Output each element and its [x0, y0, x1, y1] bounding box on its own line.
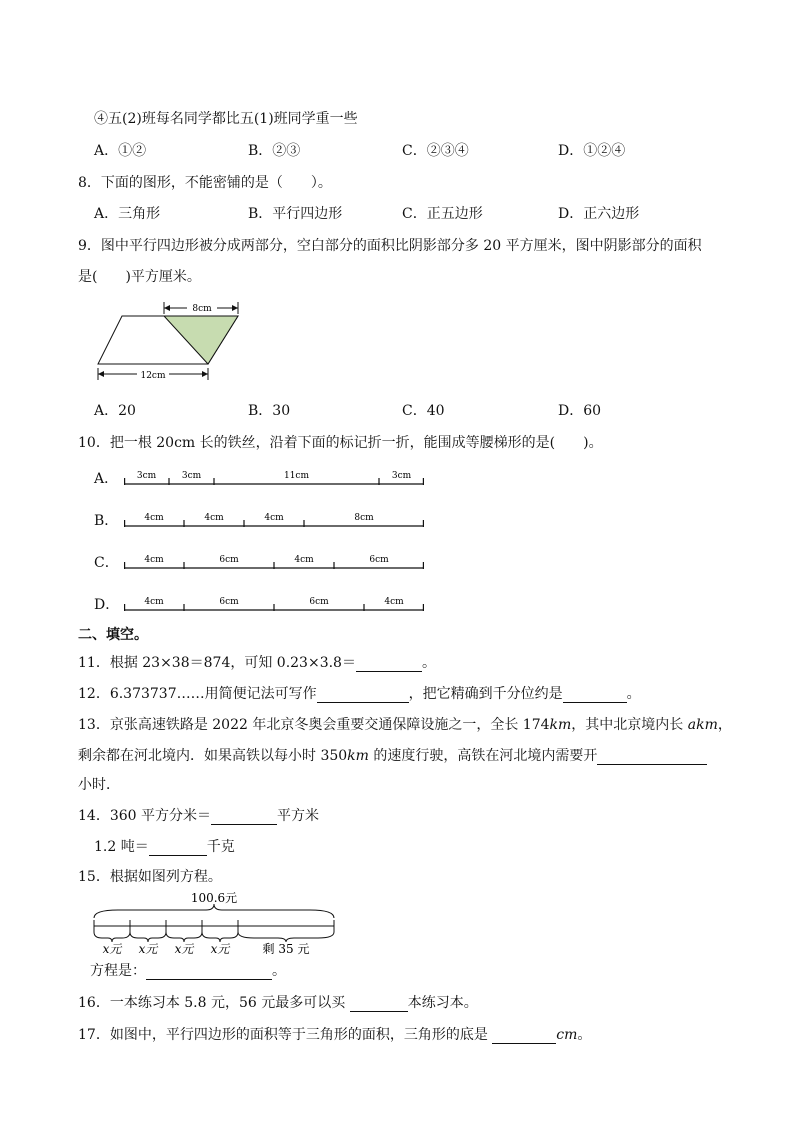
q9-question-line2: 是( )平方厘米。 [78, 269, 201, 285]
q8-question: 8．下面的图形，不能密铺的是（ ）。 [78, 175, 332, 191]
q13-text-d: 剩余都在河北境内．如果高铁以每小时 350 [78, 748, 348, 764]
q9-option-a[interactable]: A．20 [94, 403, 136, 419]
q13-unit-km: km [549, 717, 572, 733]
q9-option-c[interactable]: C．40 [402, 403, 445, 419]
q7-option-d[interactable]: D．①②④ [558, 143, 626, 159]
q15-question: 15．根据如图列方程。 [78, 869, 222, 885]
q14-text-1: 14．360 平方分米＝ [78, 808, 211, 824]
q13-unit-akm: akm [687, 717, 718, 733]
q13-line3: 小时． [78, 777, 120, 793]
q14-unit-1: 平方米 [277, 808, 319, 824]
q9-option-d[interactable]: D．60 [558, 403, 602, 419]
q16-text: 16．一本练习本 5.8 元，56 元最多可以买 [78, 995, 350, 1011]
q10-wire-row-2 [124, 546, 444, 580]
q14-line1 [78, 805, 319, 825]
q16-answer-blank[interactable] [350, 997, 408, 1012]
q12-question [78, 683, 641, 703]
q9-option-b[interactable]: B．30 [248, 403, 291, 419]
q10-option-label-3[interactable]: D． [94, 597, 120, 613]
q14-text-2: 1.2 吨＝ [94, 839, 149, 855]
q15-total-label: 100.6元 [190, 891, 238, 905]
q10-segment-label: 4cm [144, 513, 164, 523]
q7-option-c[interactable]: C．②③④ [402, 143, 469, 159]
q10-segment-label: 6cm [309, 597, 329, 607]
q10-segment-label: 8cm [354, 513, 374, 523]
q15-part-remaining: 剩 35 元 [262, 942, 310, 956]
q12-text: 12．6.373737……用简便记法可写作 [78, 686, 317, 702]
q17-unit: cm [556, 1027, 578, 1043]
q7-statement-4: ④五(2)班每名同学都比五(1)班同学重一些 [94, 111, 358, 127]
q15-part-2: x元 [138, 942, 158, 956]
q13-text-c: ， [717, 717, 732, 733]
q8-option-b[interactable]: B．平行四边形 [248, 206, 343, 222]
q8-option-d[interactable]: D．正六边形 [558, 206, 640, 222]
q10-segment-label: 4cm [264, 513, 284, 523]
q11-end: 。 [421, 655, 436, 671]
q15-answer-blank[interactable] [146, 965, 272, 980]
q15-part-3: x元 [174, 942, 194, 956]
q13-text-a: 13．京张高速铁路是 2022 年北京冬奥会重要交通保障设施之一，全长 174 [78, 717, 550, 733]
q15-part-4: x元 [210, 942, 230, 956]
q10-wire-row-0 [124, 462, 444, 496]
q11-question [78, 652, 436, 672]
q7-option-a[interactable]: A．①② [94, 143, 147, 159]
q15-answer-label: 方程是： [90, 963, 146, 979]
q11-text: 11．根据 23×38＝874，可知 0.23×3.8＝ [78, 655, 356, 671]
q16-question [78, 992, 478, 1012]
q9-parallelogram-figure [92, 294, 252, 386]
q14-line2 [94, 836, 235, 856]
q15-answer-line [90, 960, 286, 980]
q13-text-e: 的速度行驶，高铁在河北境内需要开 [368, 748, 598, 764]
q17-end: 。 [577, 1027, 592, 1043]
q10-segment-label: 6cm [369, 555, 389, 565]
q12-answer-blank-1[interactable] [317, 688, 409, 703]
q10-segment-label: 4cm [144, 555, 164, 565]
q8-option-c[interactable]: C．正五边形 [402, 206, 483, 222]
q10-segment-label: 3cm [181, 471, 202, 481]
section-title-fill-in: 二、填空。 [78, 627, 148, 643]
q10-segment-label: 4cm [144, 597, 164, 607]
q17-question [78, 1024, 591, 1044]
q9-bottom-dimension-label: 12cm [140, 371, 166, 381]
q10-segment-label: 11cm [283, 471, 310, 481]
q14-unit-2: 千克 [206, 839, 235, 855]
q9-top-dimension-label: 8cm [192, 304, 212, 314]
q10-segment-label: 4cm [384, 597, 404, 607]
q9-question-line1: 9．图中平行四边形被分成两部分，空白部分的面积比阴影部分多 20 平方厘米，图中阴影部分的面积 [78, 238, 702, 254]
q7-option-b[interactable]: B．②③ [248, 143, 301, 159]
q10-option-label-2[interactable]: C． [94, 555, 119, 571]
q10-question: 10．把一根 20cm 长的铁丝，沿着下面的标记折一折，能围成等腰梯形的是( )。 [78, 435, 603, 451]
q14-answer-blank-2[interactable] [149, 841, 207, 856]
q10-segment-label: 3cm [391, 471, 412, 481]
q12-text-mid: ，把它精确到千分位约是 [408, 686, 563, 702]
q10-option-label-1[interactable]: B． [94, 513, 119, 529]
q14-answer-blank-1[interactable] [211, 810, 277, 825]
q12-answer-blank-2[interactable] [563, 688, 627, 703]
q17-text: 17．如图中，平行四边形的面积等于三角形的面积，三角形的底是 [78, 1027, 493, 1043]
q10-segment-label: 4cm [204, 513, 224, 523]
q17-answer-blank[interactable] [492, 1029, 556, 1044]
q12-end: 。 [626, 686, 641, 702]
q10-option-label-0[interactable]: A． [94, 471, 119, 487]
q15-segment-figure [88, 886, 348, 956]
q13-text-b: ，其中北京境内长 [571, 717, 688, 733]
q16-end: 本练习本。 [407, 995, 478, 1011]
q8-option-a[interactable]: A．三角形 [94, 206, 161, 222]
q10-segment-label: 6cm [219, 555, 239, 565]
q13-unit-km-2: km [347, 748, 369, 764]
q13-line2 [78, 745, 707, 765]
q13-line1 [78, 714, 732, 734]
q15-answer-end: 。 [272, 963, 286, 979]
q15-part-1: x元 [102, 942, 122, 956]
q11-answer-blank[interactable] [356, 657, 422, 672]
q10-wire-row-3 [124, 588, 444, 622]
q10-segment-label: 4cm [294, 555, 314, 565]
q10-wire-row-1 [124, 504, 444, 538]
q10-segment-label: 6cm [219, 597, 239, 607]
q13-answer-blank[interactable] [597, 750, 707, 765]
q10-segment-label: 3cm [136, 471, 157, 481]
